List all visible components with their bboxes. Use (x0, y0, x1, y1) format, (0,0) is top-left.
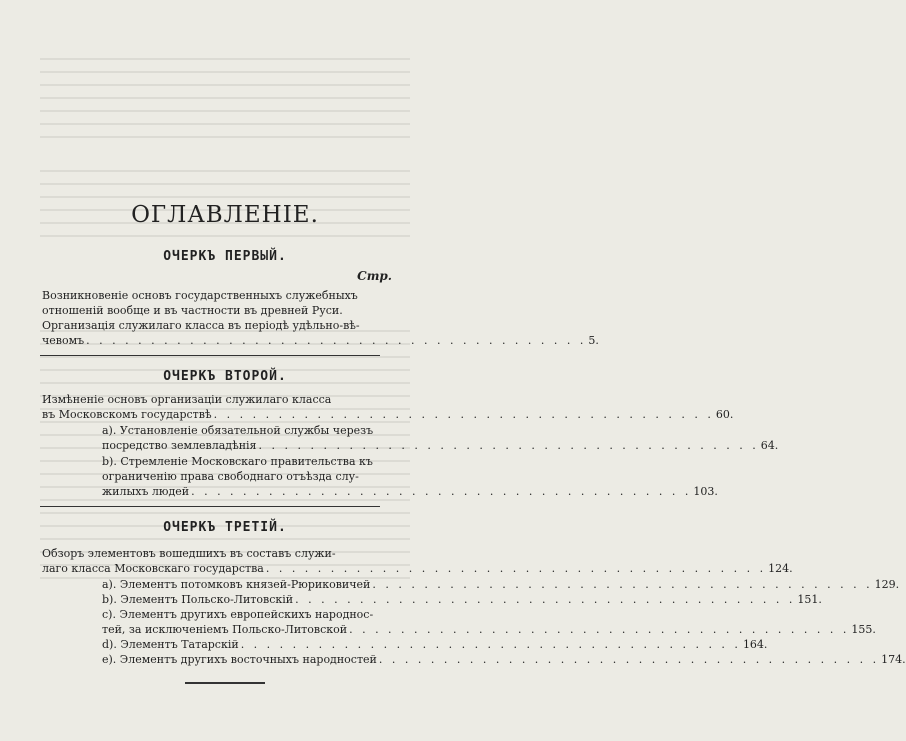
page-number: 103. (693, 485, 718, 498)
toc-entry-text: b). Элементъ Польско-Литовскій (102, 593, 294, 606)
toc-line: Возникновеніе основъ государственныхъ служебныхъ (42, 289, 358, 302)
leader-dots: . . . . . . . . . . . . . . . . . . . . . . . . . . . . . . . . . . . . . . . (372, 578, 873, 591)
toc-entry-row (102, 638, 768, 652)
toc-entry-row (102, 485, 718, 499)
bleed-through-block-top (40, 58, 410, 148)
leader-dots: . . . . . . . . . . . . . . . . . . . . . . . . . . . . . . . . . . . . . . . (240, 638, 741, 651)
toc-entry-row (102, 439, 779, 453)
closing-rule (185, 682, 265, 684)
toc-entry-text: тей, за исключеніемъ Польско-Литовской (102, 623, 348, 636)
toc-entry-text: лаго класса Московскаго государства (42, 562, 264, 575)
toc-line: Измѣненіе основъ организаціи служилаго класса (42, 393, 332, 406)
toc-line: отношеній вообще и въ частности въ древней Руси. (42, 304, 343, 317)
toc-entry-row (102, 653, 906, 667)
toc-entry-text: въ Московскомъ государствѣ (42, 408, 212, 421)
section-heading-2: ОЧЕРКЪ ВТОРОЙ. (163, 369, 287, 384)
page-number: 151. (797, 593, 822, 606)
toc-entry-row (102, 578, 900, 592)
toc-entry-row (102, 593, 822, 607)
leader-dots: . . . . . . . . . . . . . . . . . . . . . . . . . . . . . . . . . . . . . . . (213, 408, 714, 421)
page-number: 60. (715, 408, 734, 421)
leader-dots: . . . . . . . . . . . . . . . . . . . . . . . . . . . . . . . . . . . . . . . (258, 439, 759, 452)
toc-subline: b). Стремленіе Московскаго правительства къ (102, 455, 373, 468)
section-divider (40, 355, 380, 356)
toc-entry-row (42, 408, 734, 422)
leader-dots: . . . . . . . . . . . . . . . . . . . . . . . . . . . . . . . . . . . . . . . (265, 562, 767, 575)
page-number: 174. (881, 653, 906, 666)
page-number: 64. (760, 439, 779, 452)
toc-entry-row (42, 562, 793, 576)
page-column-label: Стр. (357, 269, 392, 283)
leader-dots: . . . . . . . . . . . . . . . . . . . . . . . . . . . . . . . . . . . . . . . (349, 623, 850, 636)
toc-line: Организація служилаго класса въ періодѣ удѣльно-вѣ- (42, 319, 360, 332)
toc-entry-text: чевомъ (42, 334, 85, 347)
toc-entry-text: d). Элементъ Татарскій (102, 638, 239, 651)
section-heading-3: ОЧЕРКЪ ТРЕТІЙ. (163, 520, 287, 535)
toc-line: Обзоръ элементовъ вошедшихъ въ составъ служи- (42, 547, 336, 560)
page-number: 129. (874, 578, 900, 591)
toc-entry-text: а). Элементъ потомковъ князей-Рюриковичей (102, 578, 371, 591)
toc-entry-row (102, 623, 876, 637)
page-number: 155. (851, 623, 876, 636)
page-number: 124. (768, 562, 793, 575)
toc-entry-row (42, 334, 599, 348)
page-title: ОГЛАВЛЕНІЕ. (131, 202, 319, 228)
leader-dots: . . . . . . . . . . . . . . . . . . . . . . . . . . . . . . . . . . . . . . . (295, 593, 796, 606)
page-number: 164. (742, 638, 768, 651)
section-heading-1: ОЧЕРКЪ ПЕРВЫЙ. (163, 249, 287, 264)
page-number: 5. (588, 334, 599, 347)
toc-entry-text: e). Элементъ другихъ восточныхъ народностей (102, 653, 377, 666)
toc-entry-text: посредство землевладѣнія (102, 439, 257, 452)
leader-dots: . . . . . . . . . . . . . . . . . . . . . . . . . . . . . . . . . . . . . . . (86, 334, 587, 347)
toc-entry-text: жилыхъ людей (102, 485, 190, 498)
toc-subline: а). Установленіе обязательной службы черезъ (102, 424, 374, 437)
toc-subline: c). Элементъ другихъ европейскихъ народнос- (102, 608, 374, 621)
leader-dots: . . . . . . . . . . . . . . . . . . . . . . . . . . . . . . . . . . . . . . . (378, 653, 880, 666)
toc-subline: ограниченію права свободнаго отъѣзда слу- (102, 470, 359, 483)
leader-dots: . . . . . . . . . . . . . . . . . . . . . . . . . . . . . . . . . . . . . . . (191, 485, 692, 498)
section-divider (40, 506, 380, 507)
